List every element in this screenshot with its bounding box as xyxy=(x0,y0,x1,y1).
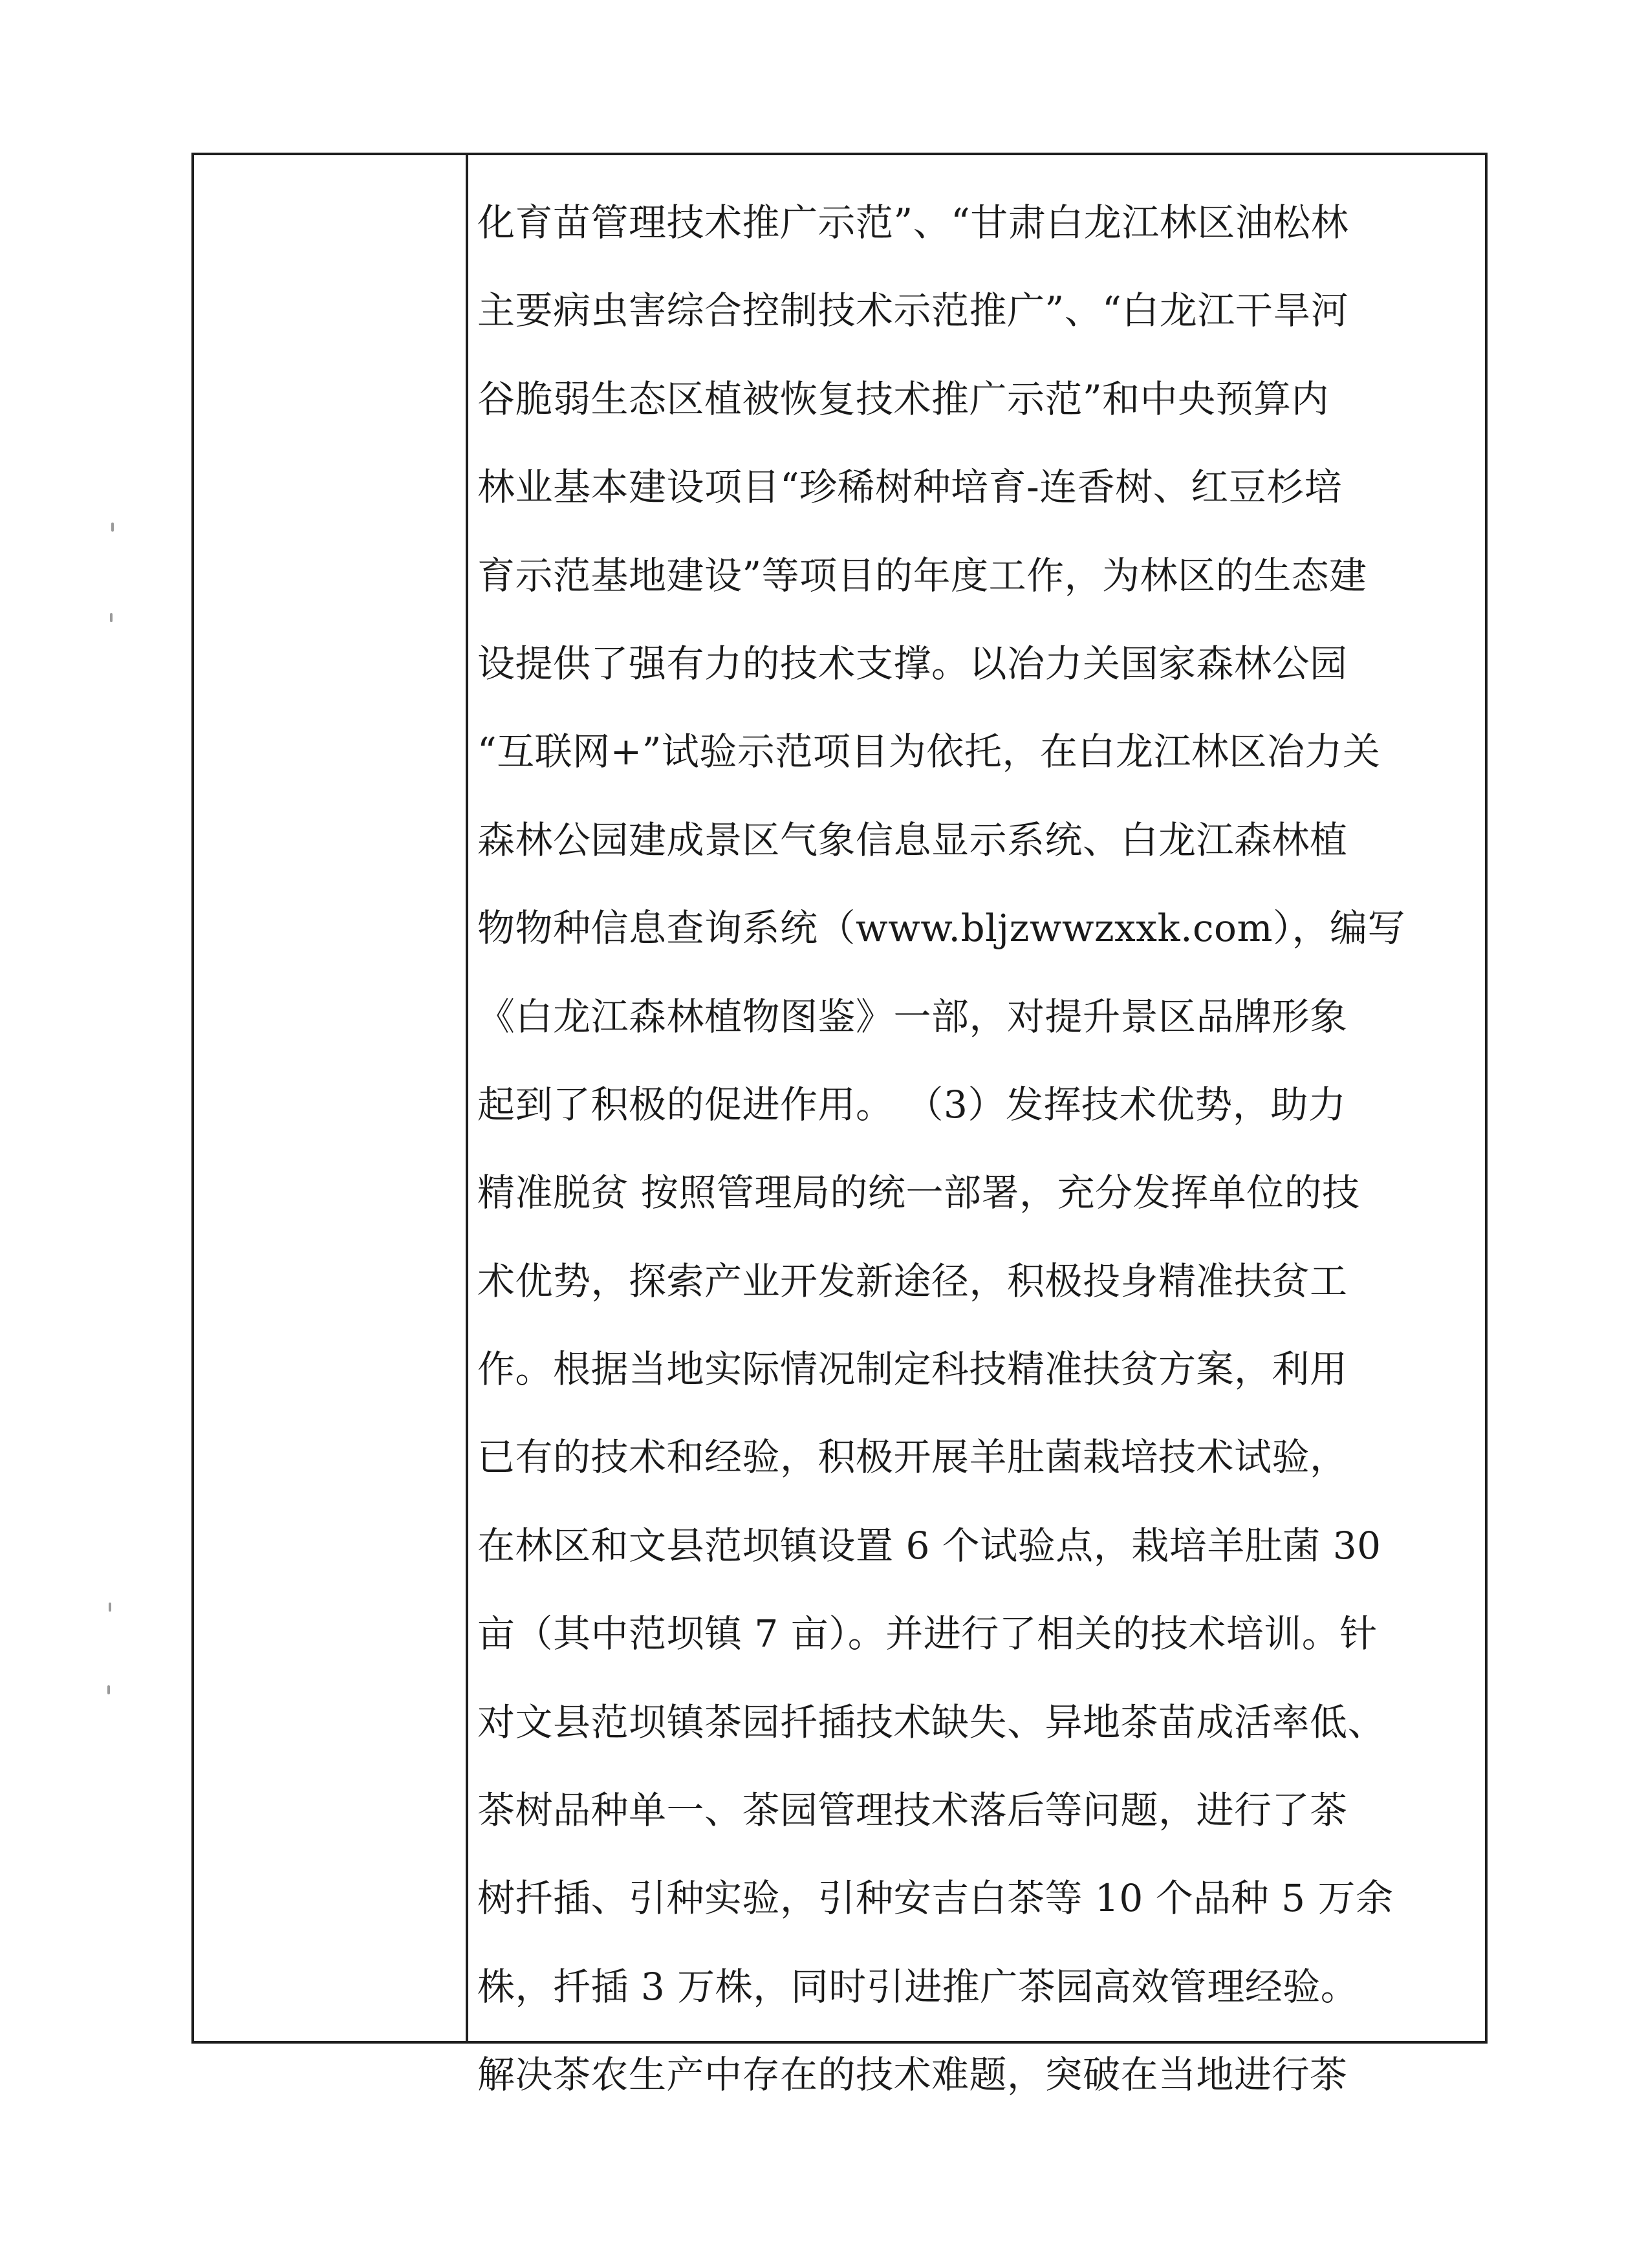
text-line: 林业基本建设项目“珍稀树种培育-连香树、红豆杉培 xyxy=(477,465,1343,510)
text-line: 物物种信息查询系统（www.bljzwwzxxk.com），编写 xyxy=(477,906,1405,951)
form-table xyxy=(191,153,1488,2097)
text-line: 化育苗管理技术推广示范”、“甘肃白龙江林区油松林 xyxy=(477,200,1349,244)
body-text xyxy=(477,178,1473,2119)
text-line: 株，扦插 3 万株，同时引进推广茶园高效管理经验。 xyxy=(477,1964,1359,2009)
binding-hole-mark xyxy=(109,1603,111,1612)
binding-hole-mark xyxy=(110,613,113,622)
binding-hole-mark xyxy=(111,523,114,532)
text-line: 树扦插、引种实验，引种安吉白茶等 10 个品种 5 万余 xyxy=(477,1876,1394,1921)
text-line: 已有的技术和经验，积极开展羊肚菌栽培技术试验， xyxy=(477,1435,1348,1480)
text-line: 术优势，探索产业开发新途径，积极投身精准扶贫工 xyxy=(477,1258,1348,1303)
text-line: 茶树品种单一、茶园管理技术落后等问题，进行了茶 xyxy=(477,1788,1348,1833)
text-line: 在林区和文县范坝镇设置 6 个试验点，栽培羊肚菌 30 xyxy=(477,1523,1381,1568)
text-line: 森林公园建成景区气象信息显示系统、白龙江森林植 xyxy=(477,817,1348,862)
text-line: 作。根据当地实际情况制定科技精准扶贫方案，利用 xyxy=(477,1347,1348,1392)
text-line: 育示范基地建设”等项目的年度工作，为林区的生态建 xyxy=(477,553,1367,598)
text-line: 亩（其中范坝镇 7 亩）。并进行了相关的技术培训。针 xyxy=(477,1612,1378,1656)
text-line: 解决茶农生产中存在的技术难题，突破在当地进行茶 xyxy=(477,2053,1348,2097)
text-line: 起到了积极的促进作用。 （3）发挥技术优势，助力 xyxy=(477,1082,1347,1127)
text-line: 对文县范坝镇茶园扦插技术缺失、异地茶苗成活率低、 xyxy=(477,1700,1386,1744)
text-line: 设提供了强有力的技术支撑。以冶力关国家森林公园 xyxy=(477,641,1348,686)
label-cell xyxy=(194,155,468,2041)
content-cell xyxy=(468,155,1485,2097)
text-line: 主要病虫害综合控制技术示范推广”、“白龙江干旱河 xyxy=(477,288,1349,333)
text-line: 精准脱贫 按照管理局的统一部署，充分发挥单位的技 xyxy=(477,1171,1360,1215)
text-line: “互联网+”试验示范项目为依托，在白龙江林区冶力关 xyxy=(477,729,1381,774)
binding-hole-mark xyxy=(107,1685,110,1694)
text-line: 谷脆弱生态区植被恢复技术推广示范”和中央预算内 xyxy=(477,376,1330,421)
text-line: 《白龙江森林植物图鉴》一部，对提升景区品牌形象 xyxy=(477,994,1348,1039)
